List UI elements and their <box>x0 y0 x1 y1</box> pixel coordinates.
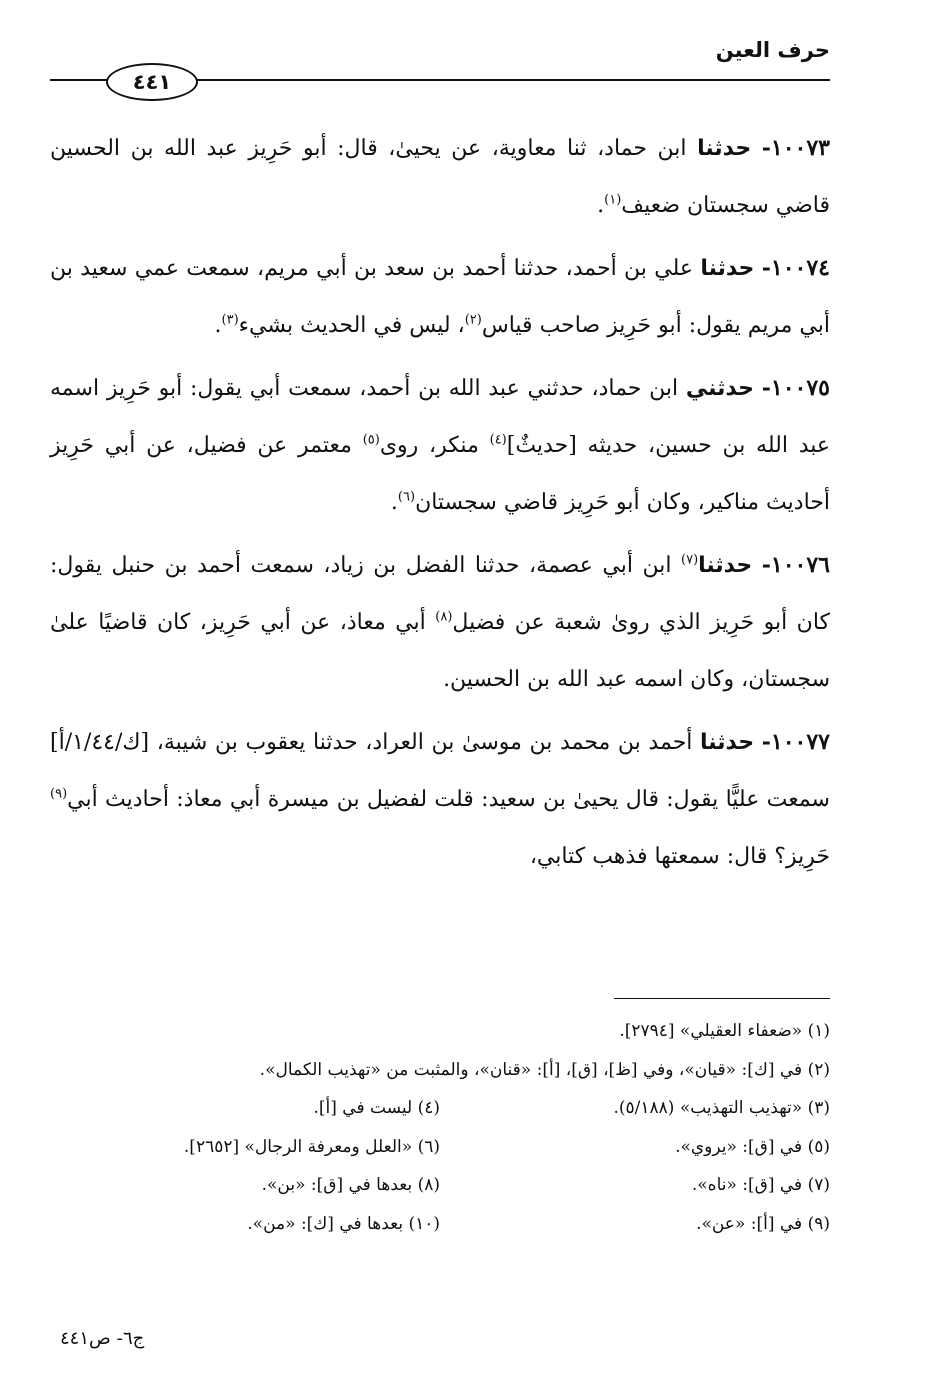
entry-text: حَرِيز؟ قال: سمعتها فذهب كتابي، <box>529 844 830 869</box>
footnote-marker[interactable]: (٣) <box>221 312 239 328</box>
narration-keyword: حدثنا <box>697 136 752 161</box>
footnote-marker[interactable]: (٤) <box>489 432 507 448</box>
entry-text: منكر، روى <box>379 433 490 458</box>
footnotes <box>50 1012 830 1243</box>
entry-text: ابن حماد، حدثني عبد الله بن أحمد، سمعت أبي يقول: أبو حَرِيز اسمه عبد الله بن حسين، حديثه [حديثٌ] <box>50 376 831 458</box>
narration-keyword: حدثني <box>685 376 754 401</box>
footnote-marker[interactable]: (٥) <box>362 432 380 448</box>
footnote-marker[interactable]: (٨) <box>435 609 453 625</box>
entry-10076 <box>50 537 830 708</box>
footnote-marker[interactable]: (٧) <box>681 552 699 568</box>
entry-text: . <box>390 490 398 515</box>
chapter-title: حرف العين <box>715 38 830 62</box>
footnote-1: (١) «ضعفاء العقيلي» [٢٧٩٤]. <box>619 1021 830 1041</box>
footnote-row <box>50 1128 830 1167</box>
entry-number: ١٠٠٧٣- <box>761 135 830 161</box>
footnote-10: (١٠) بعدها في [ك]: «من». <box>247 1213 440 1234</box>
footnote-marker[interactable]: (١) <box>604 192 622 208</box>
main-text <box>50 120 830 891</box>
entry-number: ١٠٠٧٤- <box>761 255 830 281</box>
entry-number: ١٠٠٧٦- <box>761 552 830 578</box>
entry-10073 <box>50 120 830 234</box>
entry-10074 <box>50 240 830 354</box>
footnote-2: (٢) في [ك]: «قيان»، وفي [ظ]، [ق]، [أ]: «قنان»، والمثبت من «تهذيب الكمال». <box>259 1059 830 1080</box>
narration-keyword: حدثنا <box>700 730 755 755</box>
entry-10077 <box>50 714 830 885</box>
entry-text: ابن حماد، ثنا معاوية، عن يحيىٰ، قال: أبو حَرِيز عبد الله بن الحسين قاضي سجستان ضعيف <box>50 136 830 218</box>
footnote-marker[interactable]: (٢) <box>464 312 482 328</box>
footnote-5: (٥) في [ق]: «يروي». <box>675 1136 830 1157</box>
footnote-marker[interactable]: (٦) <box>397 489 416 505</box>
entry-number: ١٠٠٧٥- <box>761 375 830 401</box>
entry-number: ١٠٠٧٧- <box>761 729 830 755</box>
volume-page-reference: ج٦- ص٤٤١ <box>60 1328 145 1349</box>
entry-text: ابن أبي عصمة، حدثنا الفضل بن زياد، سمعت أحمد بن حنبل يقول: كان أبو حَرِيز الذي روىٰ شعبة عن فضيل <box>50 553 831 635</box>
entry-text: . <box>214 313 222 338</box>
entry-text: ، ليس في الحديث بشيء <box>238 313 465 338</box>
entry-text: علي بن أحمد، حدثنا أحمد بن سعد بن أبي مريم، سمعت عمي سعيد بن أبي مريم يقول: أبو حَرِيز صاحب قياس <box>50 256 830 338</box>
footnote-marker[interactable]: (٩) <box>50 786 68 802</box>
entry-10075 <box>50 360 830 531</box>
footnote-3: (٣) «تهذيب التهذيب» (٥/١٨٨). <box>613 1098 830 1118</box>
footnote-9: (٩) في [أ]: «عن». <box>696 1213 830 1234</box>
page-number-badge: ٤٤١ <box>106 63 198 101</box>
narration-keyword: حدثنا <box>700 256 755 281</box>
footnote-separator <box>614 998 830 999</box>
footnote-4: (٤) ليست في [أ]. <box>313 1098 440 1118</box>
narration-keyword: حدثنا <box>698 553 753 578</box>
entry-text: أبي معاذ، عن أبي حَرِيز، كان قاضيًا علىٰ سجستان، وكان اسمه عبد الله بن الحسين. <box>50 610 830 692</box>
entry-text: . <box>597 193 605 218</box>
footnote-6: (٦) «العلل ومعرفة الرجال» [٢٦٥٢]. <box>183 1136 440 1157</box>
footnote-row <box>50 1166 830 1205</box>
footnote-row <box>50 1205 830 1244</box>
entry-text: معتمر عن فضيل، عن أبي حَرِيز أحاديث مناكير، وكان أبو حَرِيز قاضي سجستان <box>50 433 830 515</box>
footnote-7: (٧) في [ق]: «ناه». <box>691 1175 830 1195</box>
footnote-8: (٨) بعدها في [ق]: «بن». <box>261 1175 440 1195</box>
entry-text: أحمد بن محمد بن موسىٰ بن العراد، حدثنا يعقوب بن شيبة، [ك/١/٤٤/أ] سمعت عليًّا يقول: قال يحيىٰ بن سعيد: قلت لفضيل بن ميسرة أبي معاذ: أحاديث أبي <box>50 730 830 812</box>
footnote-row <box>50 1089 830 1128</box>
